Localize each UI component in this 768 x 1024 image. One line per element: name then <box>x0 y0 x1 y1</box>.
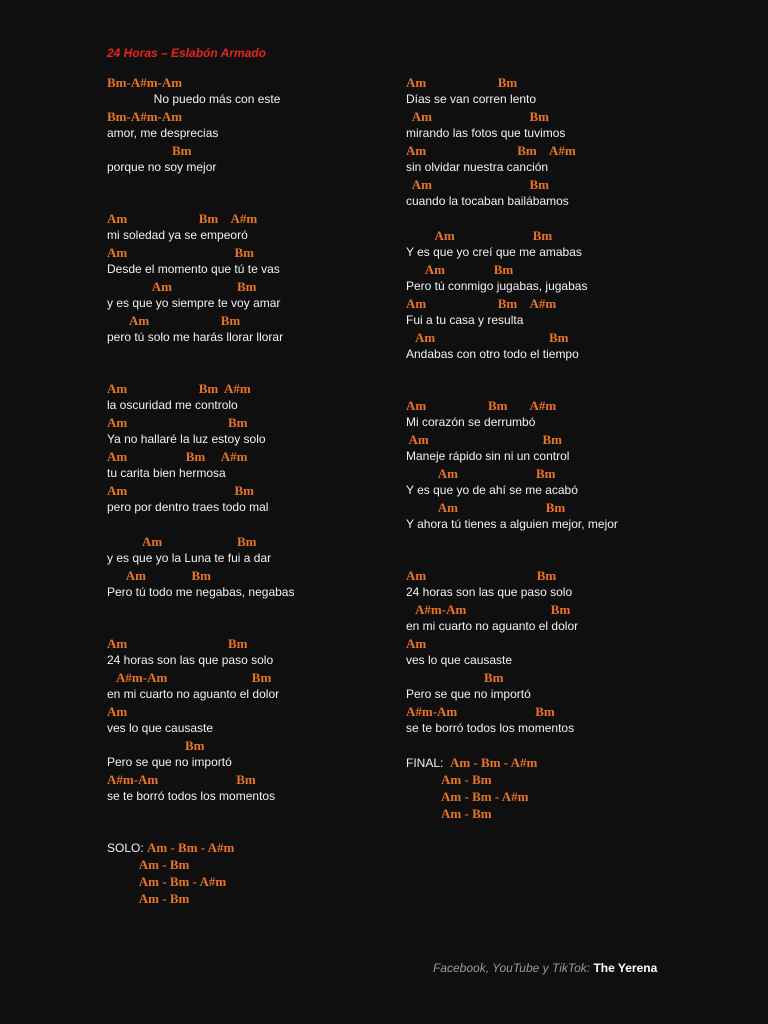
section-label: SOLO: <box>107 841 148 855</box>
lyric-line: cuando la tocaban bailábamos <box>406 194 569 208</box>
blank-line <box>107 618 397 635</box>
chord-line: Am Bm <box>406 228 553 243</box>
chord-line: Am Bm <box>406 109 549 124</box>
lyric-line: Días se van corren lento <box>406 92 537 106</box>
chord-line: Am Bm <box>107 415 248 430</box>
right-column <box>406 74 706 822</box>
lyric-line: Pero se que no importó <box>406 687 531 701</box>
lyric-line: ves lo que causaste <box>107 721 214 735</box>
lyric-line: Pero tú todo me negabas, negabas <box>107 585 295 599</box>
lyric-line: Y es que yo creí que me amabas <box>406 245 582 259</box>
section-chords <box>107 839 397 856</box>
chord-line: Am Bm A#m <box>406 296 557 311</box>
blank-line <box>406 363 706 380</box>
chord-sequence: Am - Bm - A#m <box>147 840 235 855</box>
chord-line: Am Bm <box>406 330 569 345</box>
footer-credit <box>433 961 657 975</box>
chord-line: A#m-Am Bm <box>107 772 256 787</box>
chord-line: Am Bm <box>107 568 211 583</box>
lyric-line: mirando las fotos que tuvimos <box>406 126 566 140</box>
blank-line <box>107 822 397 839</box>
chord-line: A#m-Am Bm <box>107 670 272 685</box>
lyric-line: la oscuridad me controlo <box>107 398 238 412</box>
chord-line: Am Bm A#m <box>107 449 248 464</box>
lyric-line: Andabas con otro todo el tiempo <box>406 347 579 361</box>
lyric-line: ves lo que causaste <box>406 653 513 667</box>
left-column <box>107 74 397 907</box>
chord-line: Bm <box>107 143 192 158</box>
chord-line: Am Bm <box>406 75 518 90</box>
lyric-line: Pero tú conmigo jugabas, jugabas <box>406 279 588 293</box>
chord-line: Bm <box>107 738 205 753</box>
blank-line <box>107 193 397 210</box>
lyric-line: Fui a tu casa y resulta <box>406 313 524 327</box>
blank-line <box>107 176 397 193</box>
lyric-line: en mi cuarto no aguanto el dolor <box>107 687 280 701</box>
lyric-line: y es que yo siempre te voy amar <box>107 296 281 310</box>
chord-line: Am Bm <box>406 262 514 277</box>
section-chords <box>406 754 706 771</box>
chord-line: A#m-Am Bm <box>406 704 555 719</box>
blank-line <box>107 346 397 363</box>
blank-line <box>406 533 706 550</box>
chord-sequence: Am - Bm - A#m <box>450 755 538 770</box>
chord-line: Am - Bm <box>107 891 190 906</box>
chord-line: Am - Bm <box>406 772 492 787</box>
lyric-line: amor, me desprecias <box>107 126 219 140</box>
chord-line: Am Bm <box>107 534 257 549</box>
lyric-line: se te borró todos los momentos <box>406 721 575 735</box>
chord-line: Am - Bm <box>107 857 190 872</box>
chord-line: Am <box>107 704 128 719</box>
blank-line <box>406 550 706 567</box>
chord-line: Am Bm A#m <box>107 381 251 396</box>
chord-line: Am Bm A#m <box>107 211 258 226</box>
blank-line <box>107 601 397 618</box>
section-label: FINAL: <box>406 756 451 770</box>
chord-line: Am Bm <box>406 177 549 192</box>
chord-line: A#m-Am Bm <box>406 602 571 617</box>
lyric-line: 24 horas son las que paso solo <box>406 585 573 599</box>
chord-line: Am - Bm - A#m <box>107 874 227 889</box>
footer-platforms: Facebook, YouTube y TikTok: <box>433 961 594 975</box>
blank-line <box>406 210 706 227</box>
chord-line: Am Bm <box>107 313 241 328</box>
lyric-line: Y es que yo de ahí se me acabó <box>406 483 578 497</box>
chord-line: Am Bm <box>107 636 248 651</box>
footer-author-name: The Yerena <box>593 961 658 975</box>
blank-line <box>107 363 397 380</box>
lyric-line: y es que yo la Luna te fui a dar <box>107 551 272 565</box>
lyric-line: Maneje rápido sin ni un control <box>406 449 570 463</box>
lyric-line: 24 horas son las que paso solo <box>107 653 274 667</box>
chord-line: Am <box>406 636 427 651</box>
lyric-line: mi soledad ya se empeoró <box>107 228 248 242</box>
chord-line: Am Bm A#m <box>406 398 557 413</box>
chord-line: Bm <box>406 670 504 685</box>
chord-line: Am Bm <box>406 432 562 447</box>
lyric-line: en mi cuarto no aguanto el dolor <box>406 619 579 633</box>
chord-line: Am - Bm - A#m <box>406 789 529 804</box>
blank-line <box>406 737 706 754</box>
lyric-line: Mi corazón se derrumbó <box>406 415 536 429</box>
chord-line: Am Bm <box>107 279 257 294</box>
lyric-line: Y ahora tú tienes a alguien mejor, mejor <box>406 517 618 531</box>
chord-line: Bm-A#m-Am <box>107 75 183 90</box>
lyric-line: porque no soy mejor <box>107 160 217 174</box>
blank-line <box>107 516 397 533</box>
chord-line: Am Bm <box>107 245 254 260</box>
lyric-line: sin olvidar nuestra canción <box>406 160 549 174</box>
lyric-line: tu carita bien hermosa <box>107 466 226 480</box>
blank-line <box>406 380 706 397</box>
chord-line: Am Bm <box>406 568 557 583</box>
lyric-line: Ya no hallaré la luz estoy solo <box>107 432 266 446</box>
chord-line: Am Bm <box>107 483 254 498</box>
chord-line: Am - Bm <box>406 806 492 821</box>
chord-line: Am Bm <box>406 466 556 481</box>
lyric-line: Desde el momento que tú te vas <box>107 262 280 276</box>
lyric-line: pero tú solo me harás llorar llorar <box>107 330 284 344</box>
lyric-line: No puedo más con este <box>107 92 281 106</box>
blank-line <box>107 805 397 822</box>
lyric-line: pero por dentro traes todo mal <box>107 500 269 514</box>
lyric-line: se te borró todos los momentos <box>107 789 276 803</box>
chord-line: Bm-A#m-Am <box>107 109 183 124</box>
chord-line: Am Bm A#m <box>406 143 576 158</box>
song-title: 24 Horas – Eslabón Armado <box>107 46 266 60</box>
chord-line: Am Bm <box>406 500 566 515</box>
lyric-line: Pero se que no importó <box>107 755 232 769</box>
